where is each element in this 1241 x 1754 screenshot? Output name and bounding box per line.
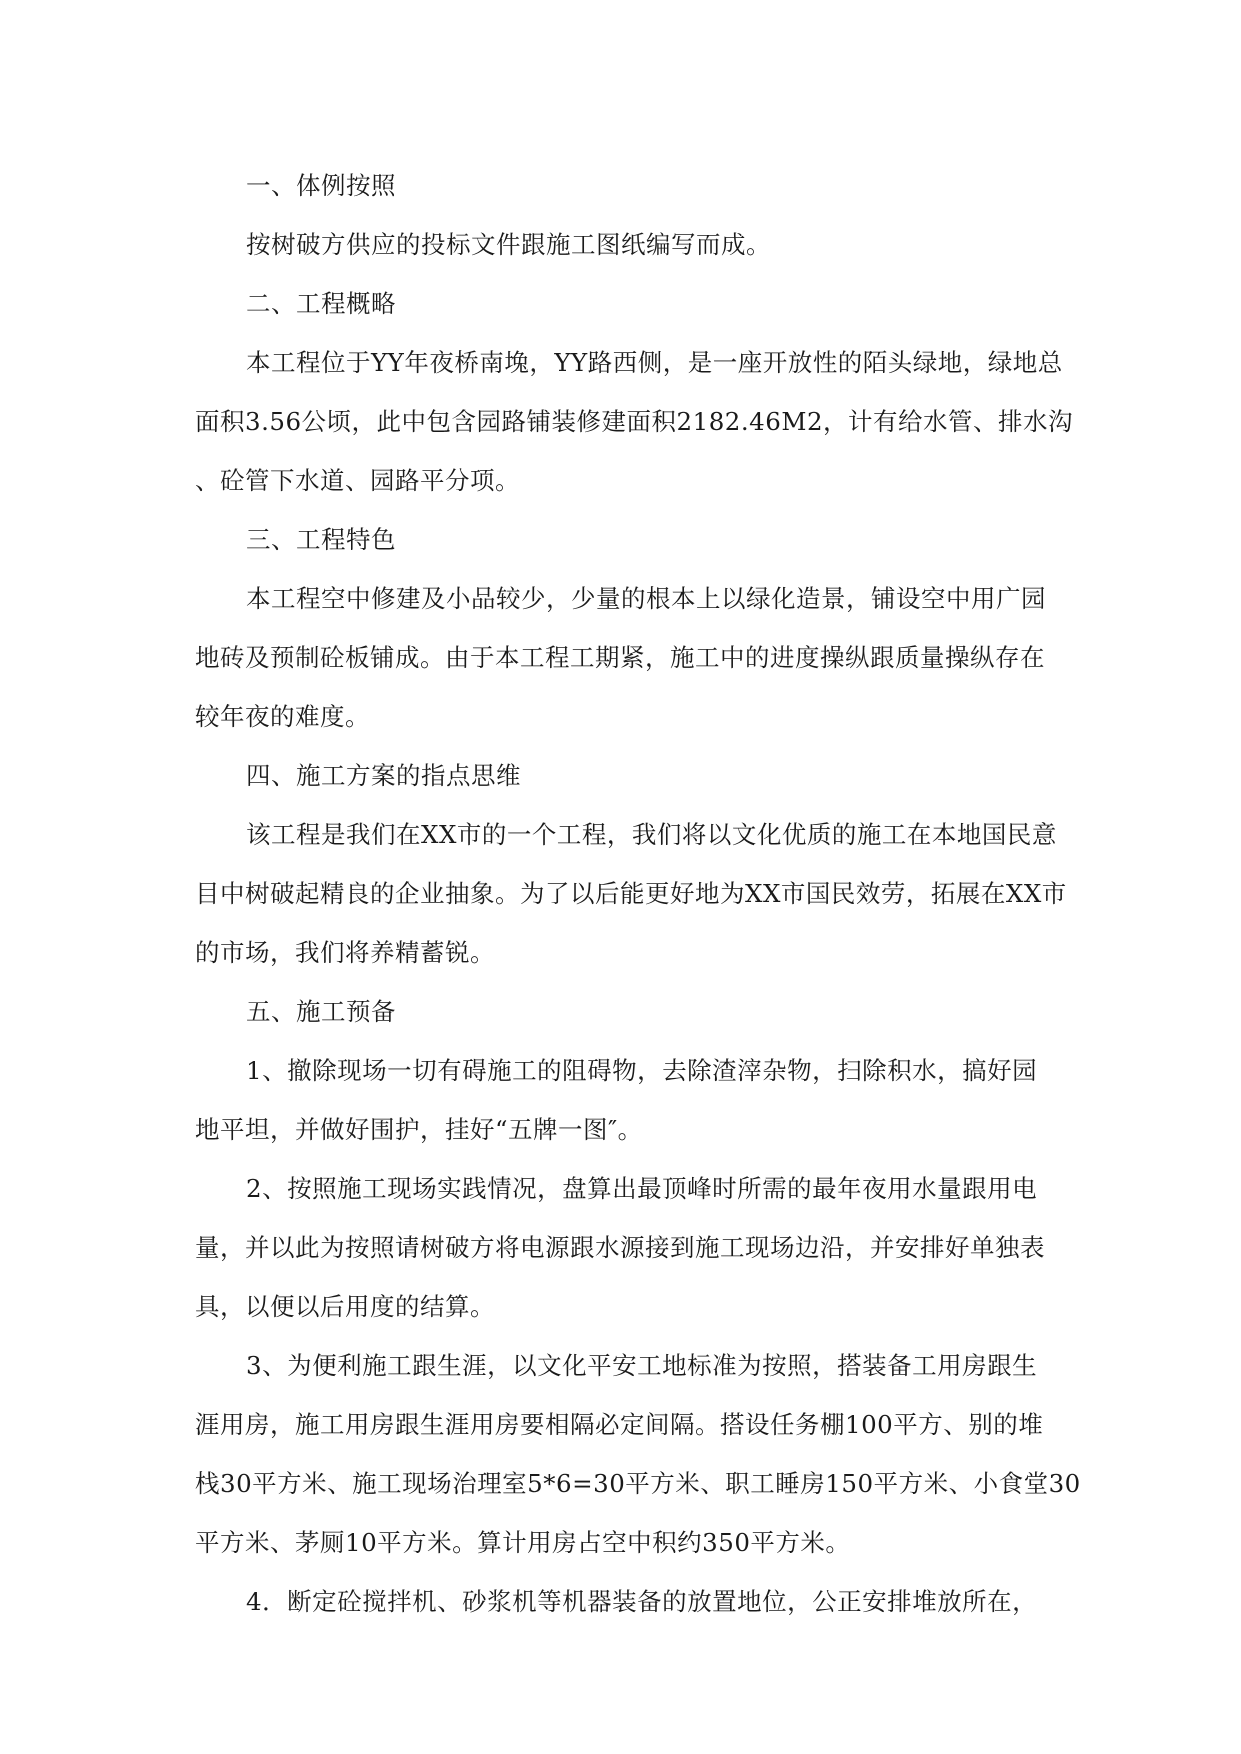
- paragraph-overview: [195, 333, 1074, 510]
- text-line: 地砖及预制砼板铺成。由于本工程工期紧，施工中的进度操纵跟质量操纵存在: [195, 643, 1045, 672]
- text-line: 1、撤除现场一切有碍施工的阻碍物，去除渣滓杂物，扫除积水，搞好园: [246, 1056, 1038, 1085]
- paragraph-guidance: [195, 805, 1067, 982]
- document-body: [195, 156, 1081, 1631]
- section-heading-5: [195, 982, 1055, 1041]
- text-line: 按树破方供应的投标文件跟施工图纸编写而成。: [246, 230, 771, 259]
- text-line: 面积3.56公顷，此中包含园路铺装修建面积2182.46M2，计有给水管、排水沟: [195, 407, 1074, 436]
- text-line: 较年夜的难度。: [195, 702, 370, 731]
- text-line: 涯用房，施工用房跟生涯用房要相隔必定间隔。搭设任务棚100平方、别的堆: [195, 1410, 1044, 1439]
- text-line: 该工程是我们在XX市的一个工程，我们将以文化优质的施工在本地国民意: [246, 820, 1057, 849]
- paragraph-item-2: [195, 1159, 1055, 1336]
- section-heading-1: [195, 156, 1055, 215]
- text-line: 三、工程特色: [246, 525, 396, 554]
- text-line: 4．断定砼搅拌机、砂浆机等机器装备的放置地位，公正安排堆放所在，: [246, 1587, 1038, 1616]
- section-heading-3: [195, 510, 1055, 569]
- text-line: 四、施工方案的指点思维: [246, 761, 521, 790]
- text-line: 、砼管下水道、园路平分项。: [195, 466, 520, 495]
- section-heading-2: [195, 274, 1055, 333]
- text-line: 2、按照施工现场实践情况，盘算出最顶峰时所需的最年夜用水量跟用电: [246, 1174, 1038, 1203]
- text-line: 具，以便以后用度的结算。: [195, 1292, 495, 1321]
- paragraph-item-3: [195, 1336, 1081, 1572]
- text-line: 栈30平方米、施工现场治理室5*6=30平方米、职工睡房150平方米、小食堂30: [195, 1469, 1081, 1498]
- text-line: 五、施工预备: [246, 997, 396, 1026]
- paragraph-item-4: [195, 1572, 1055, 1631]
- text-line: 量，并以此为按照请树破方将电源跟水源接到施工现场边沿，并安排好单独表: [195, 1233, 1045, 1262]
- text-line: 的市场，我们将养精蓄锐。: [195, 938, 495, 967]
- text-line: 一、体例按照: [246, 171, 396, 200]
- paragraph-item-1: [195, 1041, 1055, 1159]
- text-line: 目中树破起精良的企业抽象。为了以后能更好地为XX市国民效劳，拓展在XX市: [195, 879, 1067, 908]
- text-line: 平方米、茅厕10平方米。算计用房占空中积约350平方米。: [195, 1528, 851, 1557]
- text-line: 地平坦，并做好围护，挂好“五牌一图″。: [195, 1115, 643, 1144]
- text-line: 本工程空中修建及小品较少，少量的根本上以绿化造景，铺设空中用广园: [246, 584, 1046, 613]
- text-line: 二、工程概略: [246, 289, 396, 318]
- paragraph-features: [195, 569, 1055, 746]
- section-heading-4: [195, 746, 1055, 805]
- paragraph-basis: [195, 215, 1055, 274]
- text-line: 本工程位于YY年夜桥南堍，YY路西侧，是一座开放性的陌头绿地，绿地总: [246, 348, 1063, 377]
- text-line: 3、为便利施工跟生涯，以文化平安工地标准为按照，搭装备工用房跟生: [246, 1351, 1038, 1380]
